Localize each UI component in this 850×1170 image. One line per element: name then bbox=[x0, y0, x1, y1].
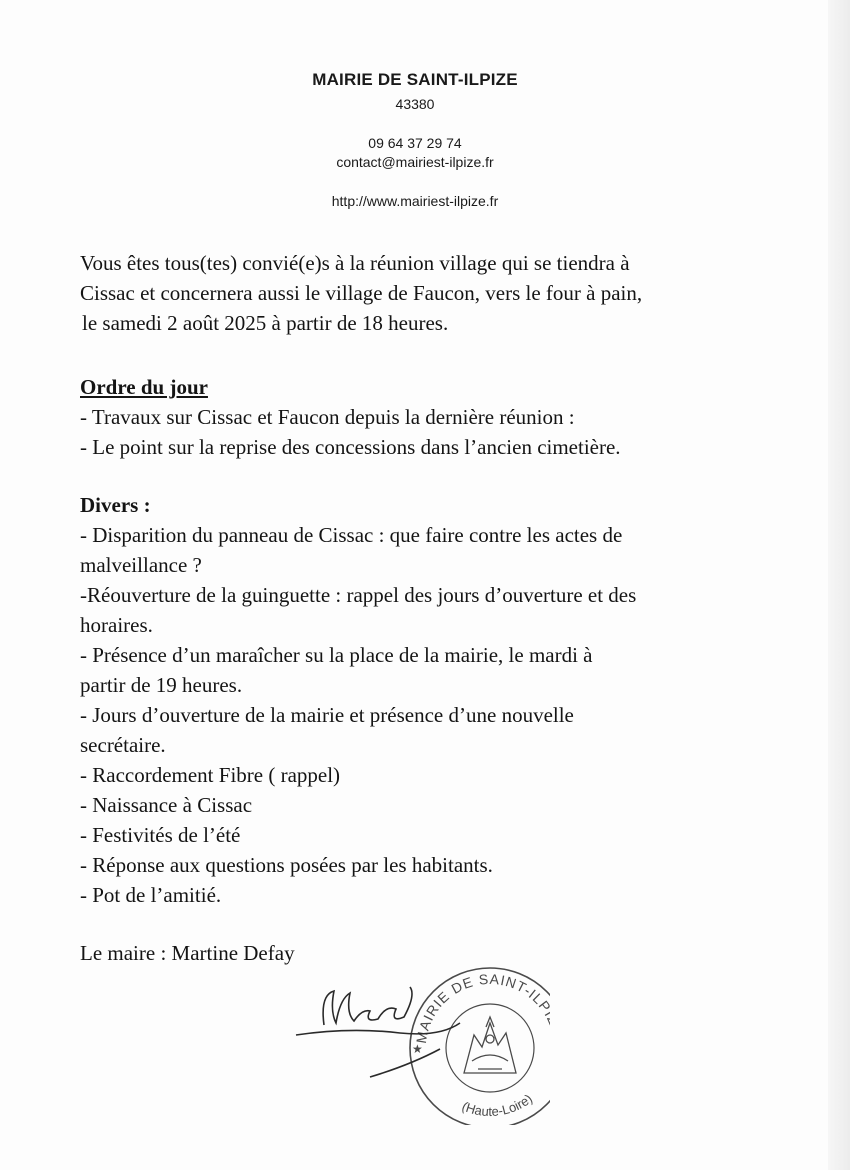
divers-line: - Jours d’ouverture de la mairie et présence d’une nouvelle bbox=[80, 703, 574, 727]
divers-line: -Réouverture de la guinguette : rappel des jours d’ouverture et des bbox=[80, 583, 637, 607]
scan-edge bbox=[828, 0, 850, 1170]
divers-line: partir de 19 heures. bbox=[80, 673, 243, 697]
intro-line: Cissac et concernera aussi le village de Faucon, vers le four à pain, bbox=[80, 281, 643, 305]
svg-text:★: ★ bbox=[412, 1042, 423, 1056]
divers-line: - Festivités de l’été bbox=[80, 823, 241, 847]
header-postal-code: 43380 bbox=[395, 96, 435, 112]
intro-line: le samedi 2 août 2025 à partir de 18 heures. bbox=[82, 311, 449, 335]
signature-and-stamp bbox=[290, 965, 550, 1125]
agenda-item: - Travaux sur Cissac et Faucon depuis la dernière réunion : bbox=[80, 405, 575, 429]
divers-line: - Raccordement Fibre ( rappel) bbox=[80, 763, 341, 787]
divers-line: - Présence d’un maraîcher su la place de la mairie, le mardi à bbox=[80, 643, 593, 667]
agenda-title: Ordre du jour bbox=[80, 375, 208, 399]
stamp-top-text: MAIRIE DE SAINT-IL bbox=[412, 970, 548, 1045]
divers-title: Divers : bbox=[80, 493, 151, 517]
divers-line: - Disparition du panneau de Cissac : que faire contre les actes de bbox=[80, 523, 623, 547]
agenda-item: - Le point sur la reprise des concessions dans l’ancien cimetière. bbox=[80, 435, 621, 459]
divers-line: malveillance ? bbox=[80, 553, 202, 577]
divers-line: - Naissance à Cissac bbox=[80, 793, 253, 817]
signatory-line: Le maire : Martine Defay bbox=[80, 941, 295, 965]
stamp-bottom-text: (Haute-Loire) bbox=[459, 1090, 536, 1120]
agenda-section bbox=[80, 372, 770, 462]
divers-line: horaires. bbox=[80, 613, 153, 637]
stamp-emblem-icon bbox=[464, 1017, 516, 1073]
svg-text:(Haute-Loire) bbox=[460, 1091, 535, 1119]
divers-line: - Pot de l’amitié. bbox=[80, 883, 222, 907]
intro-line: Vous êtes tous(tes) convié(e)s à la réunion village qui se tiendra à bbox=[80, 251, 630, 275]
divers-line: secrétaire. bbox=[80, 733, 166, 757]
header-phone: 09 64 37 29 74 bbox=[368, 135, 462, 151]
official-stamp bbox=[296, 968, 550, 1125]
header-email: contact@mairiest-ilpize.fr bbox=[336, 154, 494, 170]
intro-paragraph bbox=[80, 248, 770, 338]
divers-section bbox=[80, 490, 770, 910]
divers-line: - Réponse aux questions posées par les habitants. bbox=[80, 853, 493, 877]
header-title: MAIRIE DE SAINT-ILPIZE bbox=[312, 70, 518, 89]
header-website: http://www.mairiest-ilpize.fr bbox=[331, 193, 499, 209]
letter-body bbox=[80, 248, 770, 968]
